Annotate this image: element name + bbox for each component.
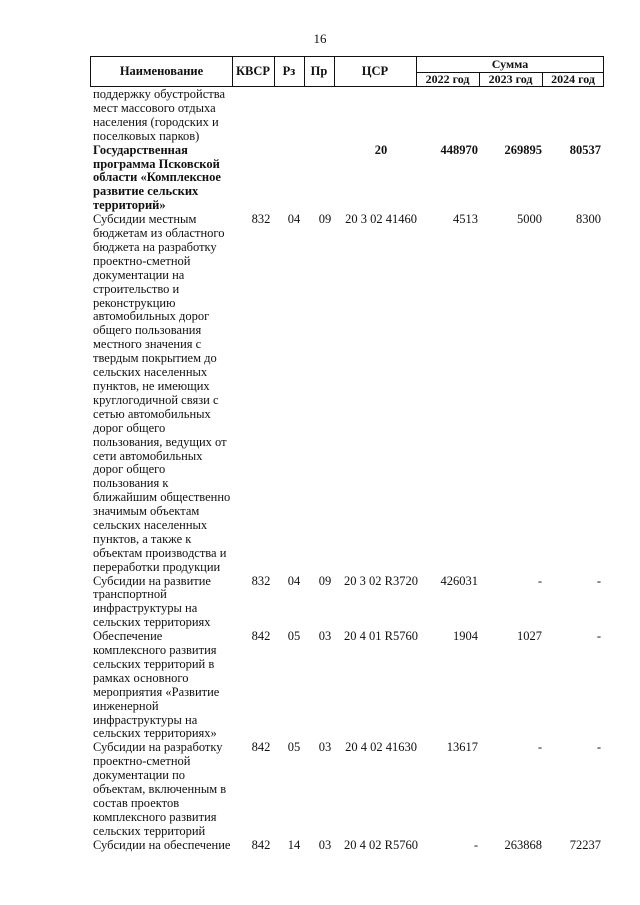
cell-rz: 05 <box>287 740 301 755</box>
table-row <box>0 88 640 144</box>
row-name-line: инфраструктуры на <box>93 712 198 727</box>
page-number: 16 <box>313 31 327 46</box>
cell-y2022: 4513 <box>453 212 478 227</box>
cell-y2022: 1904 <box>453 629 478 644</box>
row-name-line: населения (городских и <box>93 114 219 129</box>
cell-csr: 20 4 01 R5760 <box>344 629 418 644</box>
row-name-line: пользования к <box>93 476 169 491</box>
row-name-line: Обеспечение <box>93 629 163 644</box>
cell-y2024: - <box>596 740 601 755</box>
row-name <box>93 88 241 144</box>
cell-kvsr: 832 <box>251 212 271 227</box>
row-name-line: проектно-сметной <box>93 253 191 268</box>
cell-y2024: - <box>596 573 601 588</box>
cell-y2023: - <box>537 573 542 588</box>
row-name-line: дорог общего <box>93 462 166 477</box>
cell-rz: 14 <box>287 837 301 852</box>
cell-csr: 20 3 02 41460 <box>345 212 417 227</box>
row-name-line: комплексного развития <box>93 809 217 824</box>
header-kvsr: КВСР <box>235 64 271 78</box>
row-name-line: мест массового отдыха <box>93 100 216 115</box>
cell-pr: 09 <box>318 573 332 588</box>
table-row <box>0 213 640 574</box>
table-header <box>90 56 604 87</box>
row-name <box>93 630 241 741</box>
row-name-line: сельских территориях <box>93 615 211 630</box>
cell-pr: 09 <box>318 212 332 227</box>
cell-rz: 04 <box>287 212 301 227</box>
row-name <box>93 839 241 853</box>
row-name-line: транспортной <box>93 587 167 602</box>
row-name-line: пунктов, а также к <box>93 531 192 546</box>
cell-y2023: 1027 <box>517 629 542 644</box>
row-name-line: территорий» <box>93 198 166 213</box>
row-name-line: инженерной <box>93 698 159 713</box>
header-2022: 2022 год <box>425 72 470 86</box>
header-name: Наименование <box>119 64 204 78</box>
row-name-line: значимым объектам <box>93 504 200 519</box>
row-name <box>93 144 241 214</box>
cell-kvsr: 842 <box>251 837 271 852</box>
row-name-line: общего пользования <box>93 323 202 338</box>
cell-csr: 20 3 02 R3720 <box>344 573 418 588</box>
row-name-line: реконструкцию <box>93 295 176 310</box>
row-name-line: круглогодичной связи с <box>93 392 219 407</box>
row-name-line: Государственная <box>93 142 188 157</box>
row-name-line: комплексного развития <box>93 643 217 657</box>
cell-pr: 03 <box>318 629 332 644</box>
table-row <box>0 839 640 853</box>
row-name-line: объектам производства и <box>93 545 227 560</box>
cell-y2024: - <box>596 629 601 644</box>
cell-y2022: 448970 <box>440 142 478 157</box>
row-name-line: состав проектов <box>93 795 180 810</box>
row-name-line: сетью автомобильных <box>93 406 211 421</box>
cell-y2022: - <box>473 837 478 852</box>
row-name-line: рамках основного <box>93 670 189 685</box>
table-row <box>0 741 640 838</box>
cell-kvsr: 842 <box>251 629 271 644</box>
cell-csr: 20 4 02 41630 <box>345 740 417 755</box>
row-name-line: сельских территорий <box>93 823 206 838</box>
row-name <box>93 575 241 631</box>
row-name-line: сельских территориях» <box>93 726 217 741</box>
table-row <box>0 575 640 631</box>
row-name-line: программа Псковской <box>93 156 220 171</box>
table-row <box>0 144 640 214</box>
row-name-line: поселковых парков) <box>93 128 200 143</box>
cell-pr: 03 <box>318 837 332 852</box>
row-name <box>93 741 241 838</box>
row-name-line: сельских населенных <box>93 518 208 533</box>
row-name-line: документации по <box>93 768 186 783</box>
cell-kvsr: 842 <box>251 740 271 755</box>
cell-y2024: 80537 <box>569 142 601 157</box>
cell-y2022: 13617 <box>446 740 478 755</box>
row-name-line: автомобильных дорог <box>93 309 210 324</box>
cell-rz: 05 <box>287 629 301 644</box>
row-name-line: проектно-сметной <box>93 754 191 769</box>
cell-kvsr: 832 <box>251 573 271 588</box>
row-name-line: мероприятия «Развитие <box>93 684 220 699</box>
row-name <box>93 213 241 575</box>
header-rz: Рз <box>282 64 296 78</box>
row-name-line: сельских населенных <box>93 365 208 380</box>
row-name-line: местного значения с <box>93 337 202 352</box>
row-name-line: переработки продукции <box>93 559 221 574</box>
cell-csr: 20 <box>374 142 388 157</box>
row-name-line: бюджета на разработку <box>93 239 217 254</box>
header-2024: 2024 год <box>551 72 595 86</box>
row-name-line: Субсидии на обеспечение <box>93 837 231 852</box>
cell-y2024: 8300 <box>576 212 601 227</box>
cell-y2023: - <box>537 740 542 755</box>
row-name-line: твердым покрытием до <box>93 351 217 366</box>
row-name-line: области «Комплексное <box>93 170 221 185</box>
row-name-line: сети автомобильных <box>93 448 203 463</box>
cell-y2024: 72237 <box>569 837 601 852</box>
row-name-line: ближайшим общественно <box>93 490 231 505</box>
row-name-line: Субсидии местным <box>93 212 197 227</box>
row-name-line: пунктов, не имеющих <box>93 378 210 393</box>
cell-y2023: 263868 <box>504 837 542 852</box>
row-name-line: Субсидии на развитие <box>93 573 211 588</box>
row-name-line: сельских территорий в <box>93 656 215 671</box>
header-csr: ЦСР <box>361 64 389 78</box>
row-name-line: документации на <box>93 267 185 282</box>
cell-y2022: 426031 <box>440 573 478 588</box>
cell-rz: 04 <box>287 573 301 588</box>
row-name-line: строительство и <box>93 281 180 296</box>
row-name-line: пользования, ведущих от <box>93 434 227 449</box>
cell-csr: 20 4 02 R5760 <box>344 837 418 852</box>
cell-y2023: 269895 <box>504 142 542 157</box>
row-name-line: дорог общего <box>93 420 166 435</box>
cell-pr: 03 <box>318 740 332 755</box>
header-sum: Сумма <box>491 57 529 71</box>
cell-y2023: 5000 <box>517 212 542 227</box>
row-name-line: развитие сельских <box>93 184 199 199</box>
row-name-line: поддержку обустройства <box>93 87 226 101</box>
header-2023: 2023 год <box>488 72 533 86</box>
row-name-line: бюджетам из областного <box>93 226 225 240</box>
row-name-line: Субсидии на разработку <box>93 740 223 755</box>
row-name-line: инфраструктуры на <box>93 601 198 616</box>
table-row <box>0 630 640 741</box>
header-pr: Пр <box>310 64 328 78</box>
row-name-line: объектам, включенным в <box>93 782 227 797</box>
